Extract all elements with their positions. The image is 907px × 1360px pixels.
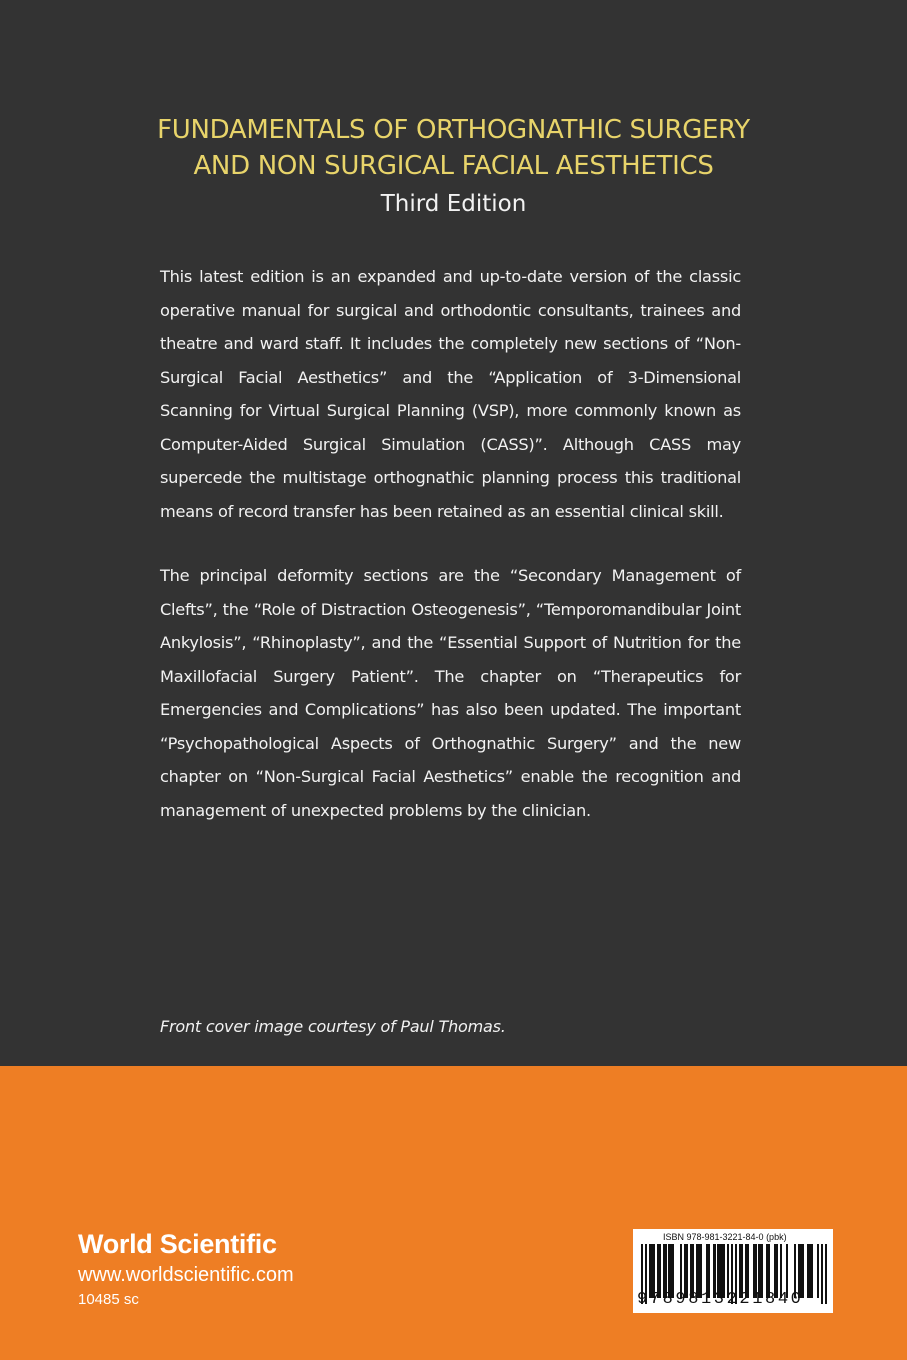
isbn-barcode xyxy=(633,1229,833,1313)
book-title-line-1: FUNDAMENTALS OF ORTHOGNATHIC SURGERY xyxy=(157,115,750,145)
title-block xyxy=(100,112,807,222)
publisher-name: World Scientific xyxy=(78,1229,277,1259)
description-paragraph-1: This latest edition is an expanded and up-to-date version of the classic operative manual for surgical and orthodontic consultants, trainees and theatre and ward staff. It includes the completely new sections of “Non-Surgical Facial Aesthetics” and the “Application of 3-Dimensional Scanning for Virtual Surgical Planning (VSP), more commonly known as Computer-Aided Surgical Simulation (CASS)”. Although CASS may supercede the multistage orthognathic planning process this traditional means of record transfer has been retained as an essential clinical skill. xyxy=(160,267,741,521)
edition-label: Third Edition xyxy=(380,191,527,217)
book-title-line-2: AND NON SURGICAL FACIAL AESTHETICS xyxy=(193,151,714,181)
publisher-url: www.worldscientific.com xyxy=(78,1264,294,1286)
description xyxy=(160,260,741,858)
publisher-band xyxy=(0,1066,907,1360)
catalog-code: 10485 sc xyxy=(78,1291,139,1308)
publisher-block xyxy=(78,1228,294,1310)
barcode-digits: 9789813221840 xyxy=(637,1290,804,1309)
isbn-label: ISBN 978-981-3221-84-0 (pbk) xyxy=(663,1232,787,1242)
description-paragraph-2: The principal deformity sections are the “Secondary Management of Clefts”, the “Role of Distraction Osteogenesis”, “Temporomandibular Joint Ankylosis”, “Rhinoplasty”, and the “Essential Support of Nutrition for the Maxillofacial Surgery Patient”. The chapter on “Therapeutics for Emergencies and Complications” has also been updated. The important “Psychopathological Aspects of Orthognathic Surgery” and the new chapter on “Non-Surgical Facial Aesthetics” enable the recognition and management of unexpected problems by the clinician. xyxy=(160,566,741,820)
cover-image-credit: Front cover image courtesy of Paul Thomas. xyxy=(160,1017,506,1036)
